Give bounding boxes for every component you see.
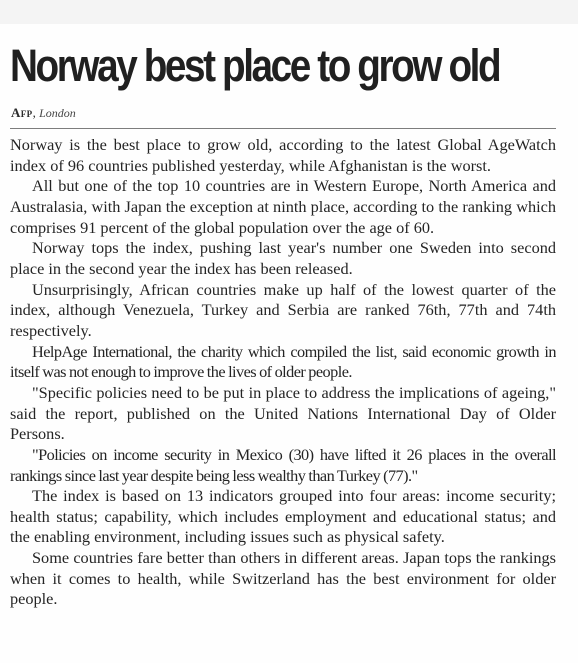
dateline-location: London — [39, 106, 76, 120]
article-byline — [11, 104, 76, 122]
top-margin-strip — [0, 0, 578, 24]
news-agency: Afp — [11, 105, 33, 120]
article-body — [10, 135, 556, 663]
article-headline: Norway best place to grow old — [10, 40, 500, 91]
article-paragraph: Norway tops the index, pushing last year's number one Sweden into second place in the second year the index has been released. — [10, 238, 556, 278]
article-paragraph: Some countries fare better than others in different areas. Japan tops the rankings when it comes to health, while Switzerland has the best environment for older people. — [10, 548, 556, 609]
byline-separator: , — [32, 105, 40, 120]
article-paragraph: "Policies on income security in Mexico (30) have lifted it 26 places in the overall rankings since last year despite being less wealthy than Turkey (77)." — [10, 444, 556, 485]
article-paragraph: "Specific policies need to be put in place to address the implications of ageing," said the report, published on the United Nations International Day of Older Persons. — [10, 382, 556, 444]
article-paragraph: Unsurprisingly, African countries make up half of the lowest quarter of the index, although Venezuela, Turkey and Serbia are ranked 76th, 77th and 74th respectively. — [10, 279, 556, 340]
article-paragraph: The index is based on 13 indicators grouped into four areas: income security; health status; capability, which includes employment and educational status; and the enabling environment, including issues such as physical safety. — [10, 486, 556, 547]
article-paragraph: All but one of the top 10 countries are in Western Europe, North America and Australasia, with Japan the exception at ninth place, according to the ranking which comprises 91 percent of the global population over the age of 60. — [10, 176, 556, 237]
article-paragraph: Norway is the best place to grow old, according to the latest Global AgeWatch index of 96 countries published yesterday, while Afghanistan is the worst. — [10, 135, 556, 175]
news-article — [0, 24, 578, 663]
byline-divider — [10, 128, 556, 129]
article-paragraph: HelpAge International, the charity which compiled the list, said economic growth in itself was not enough to improve the lives of older people. — [10, 341, 556, 382]
